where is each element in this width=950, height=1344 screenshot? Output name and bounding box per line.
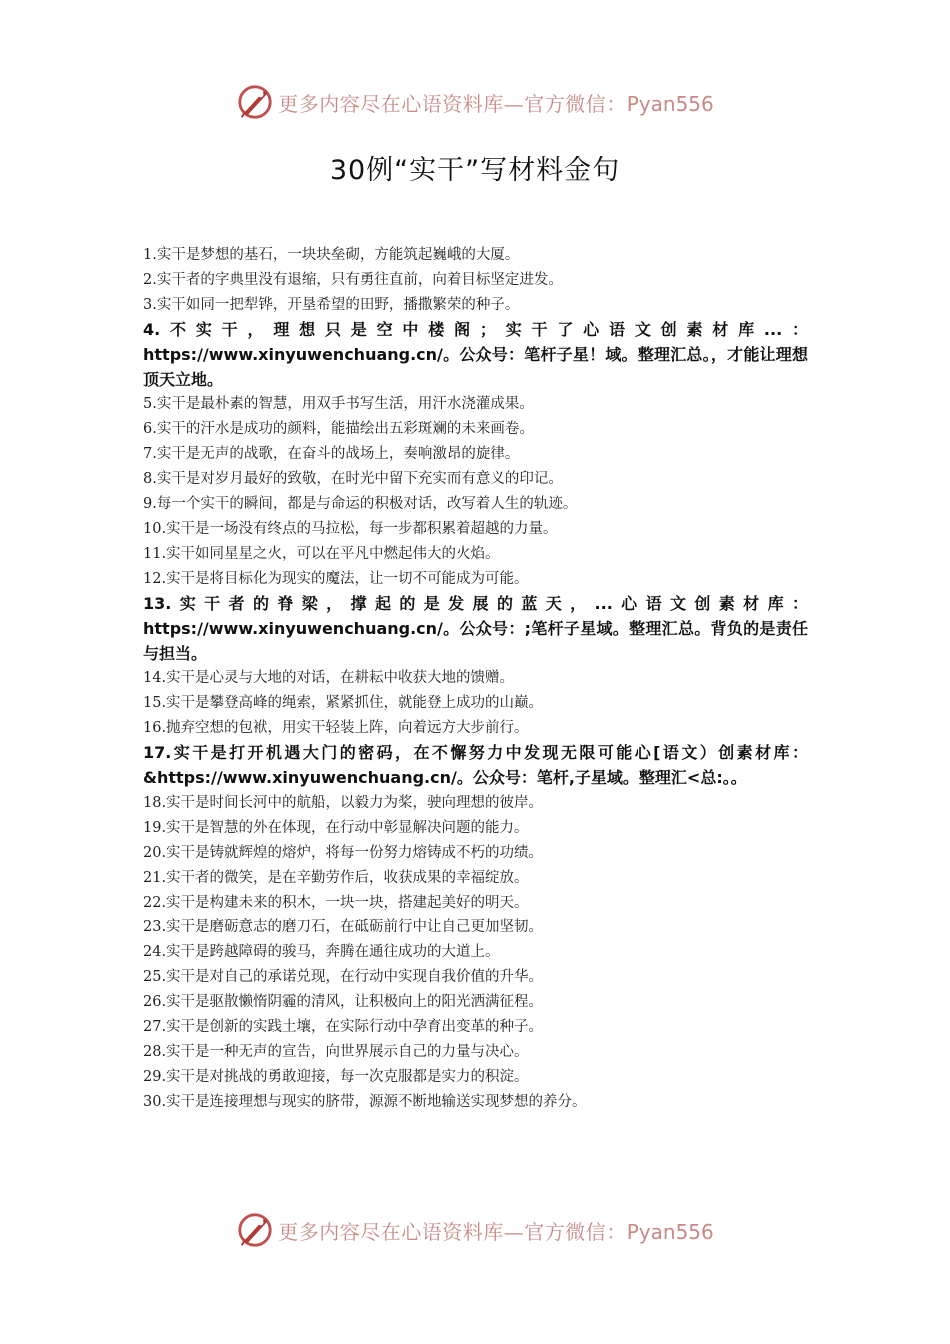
list-item: 4.不实干，理想只是空中楼阁；实干了心语文创素材库...：https://www.xinyuwenchuang.cn/。公众号：笔杆子星！域。整理汇总。，才能让理想顶天立地。 [143,319,808,389]
list-item: 29.实干是对挑战的勇敢迎接，每一次克服都是实力的积淀。 [143,1068,529,1085]
list-item: 7.实干是无声的战歌，在奋斗的战场上，奏响激昂的旋律。 [143,446,520,463]
list-item: 10.实干是一场没有终点的马拉松，每一步都积累着超越的力量。 [143,520,558,537]
list-item: 30.实干是连接理想与现实的脐带，源源不断地输送实现梦想的养分。 [143,1093,587,1110]
list-item: 21.实干者的微笑，是在辛勤劳作后，收获成果的幸福绽放。 [143,869,529,886]
banner-text: 更多内容尽在心语资料库—官方微信：Pyan556 [278,91,714,116]
list-item: 2.实干者的字典里没有退缩，只有勇往直前，向着目标坚定进发。 [143,271,563,288]
list-item: 9.每一个实干的瞬间，都是与命运的积极对话，改写着人生的轨迹。 [143,496,578,513]
list-item: 6.实干的汗水是成功的颜料，能描绘出五彩斑斓的未来画卷。 [143,421,534,438]
list-item: 20.实干是铸就辉煌的熔炉，将每一份努力熔铸成不朽的功绩。 [143,844,544,861]
list-item: 16.抛弃空想的包袱，用实干轻装上阵，向着远方大步前行。 [143,720,529,737]
list-item: 27.实干是创新的实践土壤，在实际行动中孕育出变革的种子。 [143,1019,544,1036]
list-item: 11.实干如同星星之火，可以在平凡中燃起伟大的火焰。 [143,545,500,562]
list-item: 14.实干是心灵与大地的对话，在耕耘中收获大地的馈赠。 [143,670,515,687]
quill-pen-logo-icon [236,1211,274,1249]
footer-banner [0,1208,950,1252]
page-title: 30例“实干”写材料金句 [329,155,621,186]
list-item: 18.实干是时间长河中的航船，以毅力为桨，驶向理想的彼岸。 [143,794,544,811]
list-item: 25.实干是对自己的承诺兑现，在行动中实现自我价值的升华。 [143,969,544,986]
list-item: 28.实干是一种无声的宣告，向世界展示自己的力量与决心。 [143,1044,529,1060]
wechat-id: Pyan556 [626,1219,714,1244]
list-item: 13.实干者的脊梁，撑起的是发展的蓝天，...心语文创素材库：https://www.xinyuwenchuang.cn/。公众号：;笔杆子星域。整理汇总。背负的是责任与担当。 [143,593,808,663]
list-item: 5.实干是最朴素的智慧，用双手书写生活，用汗水浇灌成果。 [143,396,534,413]
quill-pen-logo-icon [236,83,274,121]
list-item: 26.实干是驱散懒惰阴霾的清风，让积极向上的阳光洒满征程。 [143,994,544,1011]
header-banner [0,80,950,124]
list-item: 15.实干是攀登高峰的绳索，紧紧抓住，就能登上成功的山巅。 [143,695,544,712]
list-item: 3.实干如同一把犁铧，开垦希望的田野，播撒繁荣的种子。 [143,296,520,313]
list-item: 1.实干是梦想的基石，一块块垒砌，方能筑起巍峨的大厦。 [143,247,520,263]
list-item: 17.实干是打开机遇大门的密码，在不懈努力中发现无限可能心[语文）创素材库：&https://www.xinyuwenchuang.cn/。公众号：笔杆,子星域。整理汇<总:。。 [143,743,808,788]
list-item: 24.实干是跨越障碍的骏马，奔腾在通往成功的大道上。 [143,944,500,961]
list-item: 12.实干是将目标化为现实的魔法，让一切不可能成为可能。 [143,570,529,587]
list-item: 8.实干是对岁月最好的致敬，在时光中留下充实而有意义的印记。 [143,471,563,488]
banner-text: 更多内容尽在心语资料库—官方微信：Pyan556 [278,1219,714,1244]
wechat-id: Pyan556 [626,91,714,116]
list-item: 19.实干是智慧的外在体现，在行动中彰显解决问题的能力。 [143,819,529,836]
quote-list [143,243,808,1115]
list-item: 23.实干是磨砺意志的磨刀石，在砥砺前行中让自己更加坚韧。 [143,919,544,936]
list-item: 22.实干是构建未来的积木，一块一块，搭建起美好的明天。 [143,894,529,911]
